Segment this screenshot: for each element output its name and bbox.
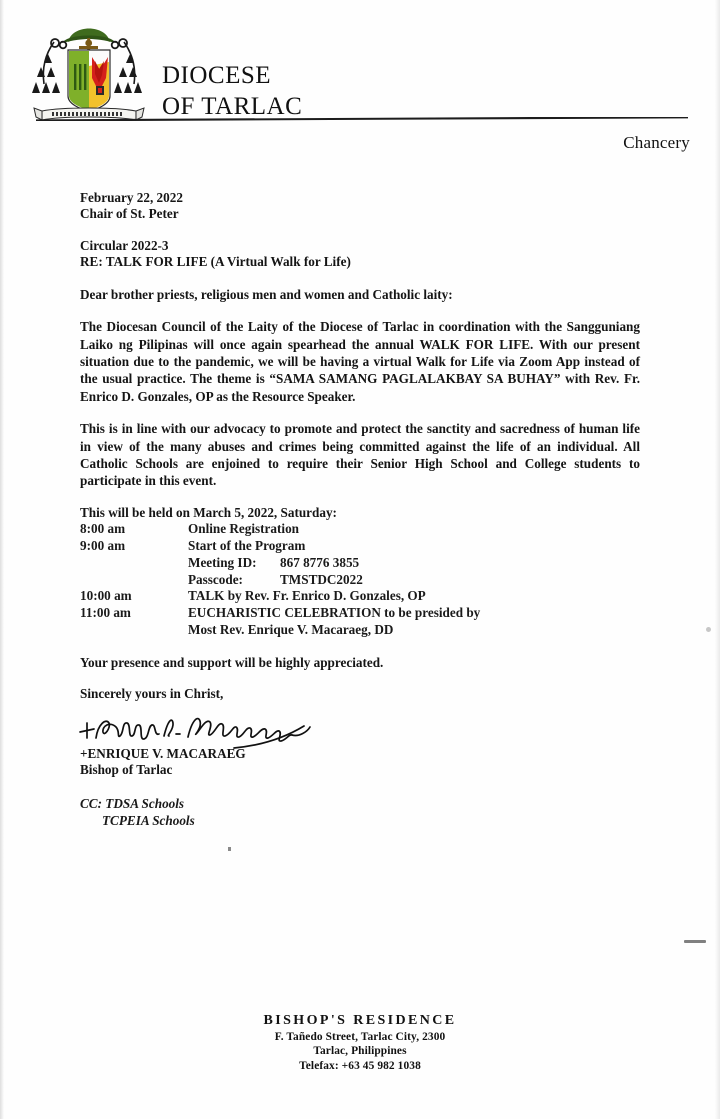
- schedule-table: [80, 521, 480, 639]
- schedule-time: [80, 572, 188, 589]
- letterhead-title: [162, 60, 302, 122]
- schedule-row: [80, 622, 480, 639]
- schedule-sublabel: Meeting ID:: [188, 554, 257, 570]
- footer-title: BISHOP'S RESIDENCE: [263, 1013, 457, 1028]
- schedule-detail: TMSTDC2022: [280, 571, 363, 587]
- schedule-row: [80, 538, 480, 555]
- signer-name: +ENRIQUE V. MACARAEG: [80, 746, 246, 762]
- schedule-intro: This will be held on March 5, 2022, Saturday:: [80, 504, 337, 520]
- office-label: Chancery: [623, 133, 690, 152]
- scan-edge-right: [715, 0, 720, 1119]
- cc-line-2: TCPEIA Schools: [102, 812, 195, 828]
- scan-edge-left: [0, 0, 4, 1119]
- paragraph-two: This is in line with our advocacy to promote and protect the sanctity and sacredness of human life in view of the many abuses and crimes being committed against the life of an individual. All Catholic Schools are enjoined to require their Senior High School and College students to participate in this event.: [80, 421, 640, 489]
- letterhead: [28, 12, 328, 132]
- schedule-detail: Most Rev. Enrique V. Macaraeg, DD: [188, 622, 394, 638]
- schedule-rows: [80, 521, 480, 639]
- cc-block: [80, 795, 640, 829]
- letter-date: February 22, 2022: [80, 190, 183, 205]
- schedule-detail: Online Registration: [188, 521, 299, 537]
- schedule-row: [80, 588, 480, 605]
- scan-speck: [228, 847, 231, 851]
- reference-block: [80, 238, 640, 271]
- handwritten-signature-icon: [76, 710, 326, 756]
- footer-telefax: Telefax: +63 45 982 1038: [299, 1059, 421, 1072]
- coat-of-arms-icon: [28, 12, 150, 130]
- cc-line-1: CC: TDSA Schools: [80, 795, 185, 811]
- schedule-time: [80, 555, 188, 572]
- schedule-time: 10:00 am: [80, 588, 132, 604]
- schedule-row: [80, 572, 480, 589]
- closing-line: Your presence and support will be highly appreciated.: [80, 654, 384, 670]
- letterhead-title-line2: OF TARLAC: [162, 93, 303, 120]
- date-block: [80, 190, 640, 223]
- footer: [0, 1012, 720, 1073]
- footer-address: F. Tañedo Street, Tarlac City, 2300: [274, 1031, 446, 1043]
- signature-area: [80, 716, 640, 746]
- header-divider: [36, 117, 688, 121]
- signer-title: Bishop of Tarlac: [80, 762, 173, 778]
- schedule-time: 8:00 am: [80, 521, 126, 537]
- paragraph-one: The Diocesan Council of the Laity of the Diocese of Tarlac in coordination with the Sangguniang Laiko ng Pilipinas will once again spearhead the annual WALK FOR LIFE. With our present situation due to the pandemic, we will be having a virtual Walk for Life via Zoom App instead of the usual practice. The theme is “SAMA SAMANG PAGLALAKBAY SA BUHAY” with Rev. Fr. Enrico D. Gonzales, OP as the Resource Speaker.: [80, 319, 640, 404]
- circular-number: Circular 2022-3: [80, 237, 169, 253]
- schedule-row: [80, 521, 480, 538]
- schedule-sublabel: Passcode:: [188, 571, 243, 587]
- subject-line: RE: TALK FOR LIFE (A Virtual Walk for Life): [80, 254, 351, 270]
- letterhead-title-line1: DIOCESE: [162, 62, 272, 89]
- scan-artifact-dot: [706, 627, 711, 632]
- scan-artifact-mark: [684, 940, 706, 943]
- schedule-time: 9:00 am: [80, 538, 126, 554]
- letter-body: [80, 190, 640, 829]
- schedule-row: [80, 555, 480, 572]
- schedule-detail: Start of the Program: [188, 538, 306, 554]
- schedule-time: 11:00 am: [80, 605, 131, 621]
- footer-region: Tarlac, Philippines: [313, 1045, 407, 1058]
- valediction: Sincerely yours in Christ,: [80, 686, 224, 702]
- schedule-detail: 867 8776 3855: [280, 554, 360, 570]
- schedule-detail: TALK by Rev. Fr. Enrico D. Gonzales, OP: [188, 588, 426, 604]
- salutation: Dear brother priests, religious men and women and Catholic laity:: [80, 286, 453, 302]
- schedule-row: [80, 605, 480, 622]
- letter-feast: Chair of St. Peter: [80, 206, 179, 222]
- schedule-time: [80, 622, 188, 639]
- schedule-detail: EUCHARISTIC CELEBRATION to be presided by: [188, 605, 481, 621]
